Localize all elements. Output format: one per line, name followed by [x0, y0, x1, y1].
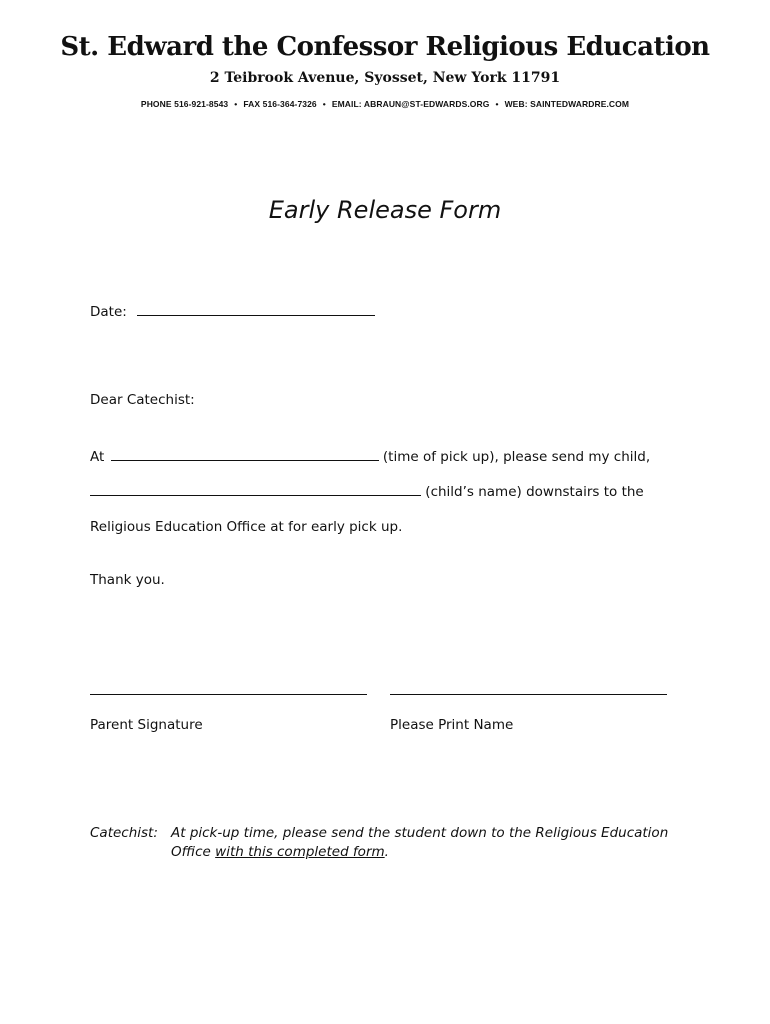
pickup-time-field[interactable] — [111, 447, 379, 461]
completed-form-emphasis: with this completed form — [215, 844, 385, 860]
date-field[interactable] — [137, 302, 375, 316]
organization-address: 2 Teibrook Avenue, Syosset, New York 11791 — [209, 70, 561, 86]
pickup-time-row — [90, 447, 650, 465]
thank-you: Thank you. — [90, 572, 165, 588]
print-name-field[interactable] — [390, 694, 667, 695]
note-office-text: Office — [171, 844, 211, 860]
date-row — [90, 302, 375, 320]
office-line: Religious Education Office at for early pick up. — [90, 519, 403, 535]
email-address: EMAIL: ABRAUN@ST-EDWARDS.ORG — [331, 99, 490, 109]
contact-info — [0, 99, 770, 109]
separator-dot: • — [495, 99, 499, 109]
fax-number: FAX 516-364-7326 — [243, 99, 317, 109]
form-title: Early Release Form — [268, 196, 502, 224]
note-line-1: At pick-up time, please send the student down to the Religious Education — [171, 825, 669, 841]
note-label: Catechist: — [90, 825, 158, 841]
note-line-2 — [171, 844, 389, 860]
separator-dot: • — [234, 99, 238, 109]
child-name-field[interactable] — [90, 482, 421, 496]
at-label: At — [90, 449, 105, 465]
phone-number: PHONE 516-921-8543 — [140, 99, 229, 109]
parent-signature-label: Parent Signature — [90, 717, 203, 733]
print-name-label: Please Print Name — [390, 717, 514, 733]
separator-dot: • — [322, 99, 326, 109]
child-name-row — [90, 482, 644, 500]
pickup-time-suffix: (time of pick up), please send my child, — [382, 449, 651, 465]
date-label: Date: — [90, 304, 127, 320]
note-period: . — [384, 844, 389, 860]
child-name-suffix: (child’s name) downstairs to the — [425, 484, 644, 500]
organization-name: St. Edward the Confessor Religious Education — [60, 32, 710, 62]
salutation: Dear Catechist: — [90, 392, 195, 408]
website: WEB: SAINTEDWARDRE.COM — [504, 99, 630, 109]
parent-signature-field[interactable] — [90, 694, 367, 695]
